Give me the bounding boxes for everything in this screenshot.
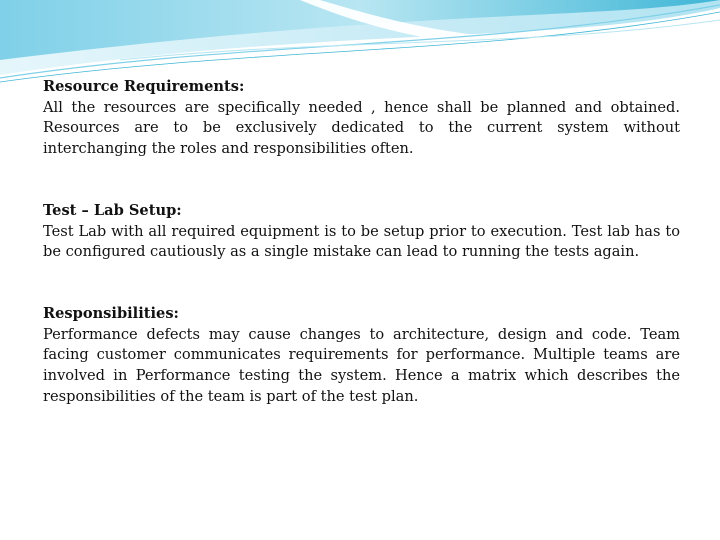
- section-heading: Responsibilities:: [43, 304, 179, 322]
- section-body: All the resources are specifically needed , hence shall be planned and obtained. Resources are to be exclusively dedicated to the current system without interchanging the roles and responsibilities often.: [43, 98, 680, 158]
- section-body: Performance defects may cause changes to architecture, design and code. Team facing customer communicates requirements for performance. Multiple teams are involved in Performance testing the system. Hence a matrix which describes the responsibilities of the team is part of the test plan.: [43, 325, 680, 405]
- section-heading: Test – Lab Setup:: [43, 201, 182, 219]
- section-responsibilities: [43, 304, 680, 408]
- section-resource-requirements: [43, 77, 680, 160]
- section-test-lab-setup: [43, 201, 680, 263]
- section-heading: Resource Requirements:: [43, 78, 245, 95]
- slide-content: [43, 77, 680, 407]
- section-body: Test Lab with all required equipment is to be setup prior to execution. Test lab has to be configured cautiously as a single mistake can lead to running the tests again.: [43, 222, 680, 261]
